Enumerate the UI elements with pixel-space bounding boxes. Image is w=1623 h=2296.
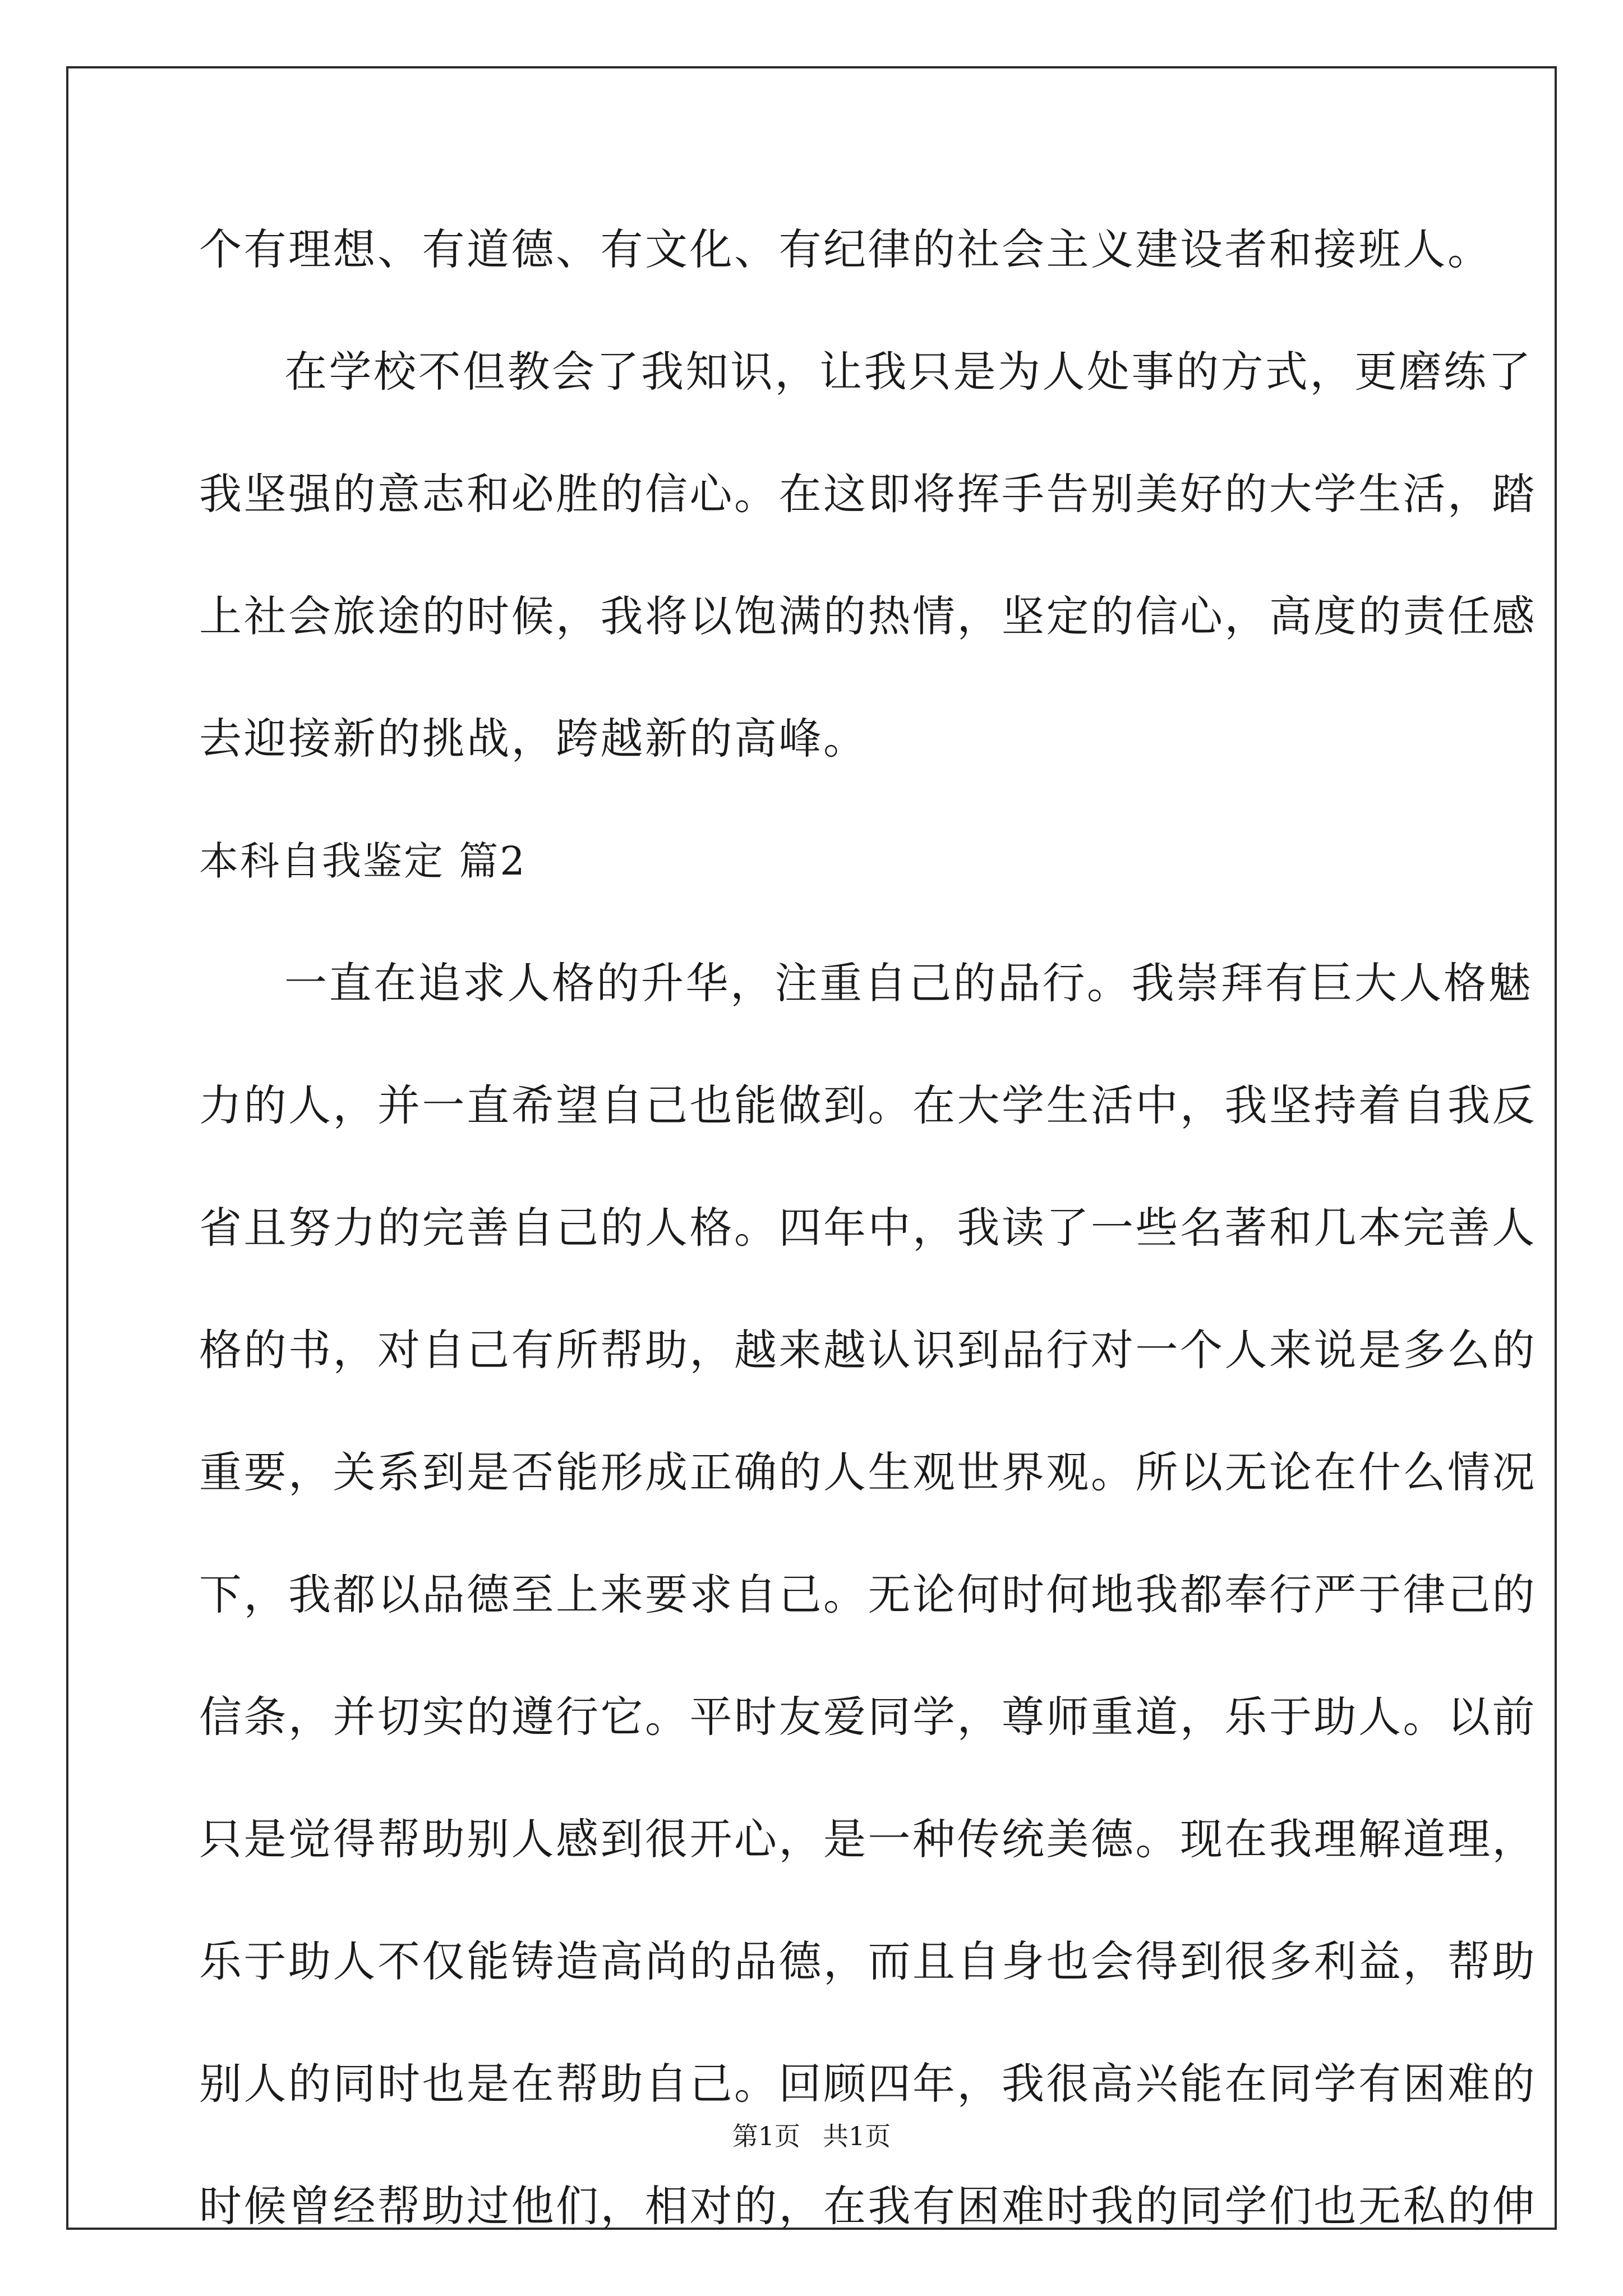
- text-line: 别人的同时也是在帮助自己。回顾四年，我很高兴能在同学有困难的: [199, 2059, 1537, 2109]
- section-heading: 本科自我鉴定 篇2: [199, 838, 527, 884]
- text-line: 在学校不但教会了我知识，让我只是为人处事的方式，更磨练了: [284, 347, 1533, 397]
- text-line: 时候曾经帮助过他们，相对的，在我有困难时我的同学们也无私的伸: [199, 2181, 1537, 2231]
- text-line: 只是觉得帮助别人感到很开心，是一种传统美德。现在我理解道理，: [199, 1814, 1537, 1864]
- page-footer: [0, 2119, 1623, 2153]
- text-line: 信条，并切实的遵行它。平时友爱同学，尊师重道，乐于助人。以前: [199, 1692, 1537, 1742]
- text-line: 去迎接新的挑战，跨越新的高峰。: [199, 714, 868, 763]
- text-line: 省且努力的完善自己的人格。四年中，我读了一些名著和几本完善人: [199, 1203, 1537, 1253]
- text-line: 下，我都以品德至上来要求自己。无论何时何地我都奉行严于律己的: [199, 1570, 1537, 1619]
- text-line: 乐于助人不仅能铸造高尚的品德，而且自身也会得到很多利益，帮助: [199, 1936, 1537, 1986]
- text-line: 力的人，并一直希望自己也能做到。在大学生活中，我坚持着自我反: [199, 1080, 1537, 1130]
- page-number: 第1页: [732, 2121, 800, 2151]
- text-line: 我坚强的意志和必胜的信心。在这即将挥手告别美好的大学生活，踏: [199, 469, 1537, 519]
- page-total: 共1页: [823, 2121, 891, 2151]
- text-line: 个有理想、有道德、有文化、有纪律的社会主义建设者和接班人。: [199, 224, 1492, 274]
- text-line: 上社会旅途的时候，我将以饱满的热情，坚定的信心，高度的责任感: [199, 591, 1537, 641]
- text-line: 格的书，对自己有所帮助，越来越认识到品行对一个人来说是多么的: [199, 1325, 1537, 1375]
- text-line: 重要，关系到是否能形成正确的人生观世界观。所以无论在什么情况: [199, 1447, 1537, 1497]
- text-line: 一直在追求人格的升华，注重自己的品行。我崇拜有巨大人格魅: [284, 958, 1533, 1008]
